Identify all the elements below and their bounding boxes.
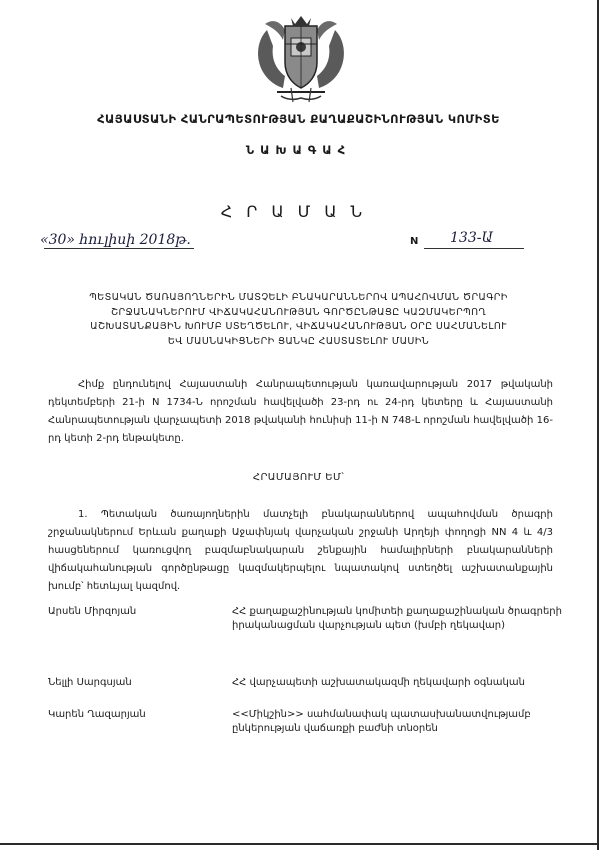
page-edge-bottom xyxy=(0,843,599,845)
member-role: ՀՀ քաղաքաշինության կոմիտեի քաղաքաշինական ծրագրերի իրականացման վարչության պետ (խմբի ղեկավար) xyxy=(232,606,562,631)
coat-of-arms-emblem xyxy=(247,10,355,106)
member-name: Արսեն Միրզոյան xyxy=(48,606,137,617)
order-number xyxy=(410,226,530,250)
order-date-underline xyxy=(44,248,194,249)
order-date xyxy=(40,226,220,250)
order-subject-line: ՊԵՏԱԿԱՆ ԾԱՌԱՅՈՂՆԵՐԻՆ ՄԱՏՉԵԼԻ ԲՆԱԿԱՐԱՆՆԵՐՈՎ ԱՊԱՀՈՎՄԱՆ ԾՐԱԳՐԻ xyxy=(89,292,508,303)
order-subject-line: ԱՇԽԱՏԱՆՔԱՅԻՆ ԽՈՒՄԲ ՍՏԵՂԾԵԼՈՒ, ՎԻՃԱԿԱՀԱՆՈՒԹՅԱՆ ՕՐԸ ՍԱՀՄԱՆԵԼՈՒ xyxy=(90,321,507,332)
order-subject-line: ԵՎ ՄԱՍՆԱԿԻՑՆԵՐԻ ՑԱՆԿԸ ՀԱՍՏԱՏԵԼՈՒ ՄԱՍԻՆ xyxy=(167,335,430,347)
order-directive-heading: ՀՐԱՄԱՅՈՒՄ ԵՄ՝ xyxy=(252,472,345,483)
member-role: <<Միկշին>> սահմանափակ պատասխանատվությամբ ընկերության վաճառքի բաժնի տնօրեն xyxy=(232,709,531,734)
member-role: ՀՀ վարչապետի աշխատակազմի ղեկավարի օգնական xyxy=(232,677,525,688)
order-date-value: «30» հուլիսի 2018թ. xyxy=(40,232,191,248)
order-subject-line: ՇՐՋԱՆԱԿՆԵՐՈՒՄ ՎԻՃԱԿԱՀԱՆՈՒԹՅԱՆ ԳՈՐԾԸՆԹԱՑԸ ԿԱԶՄԱԿԵՐՊՈՂ xyxy=(110,306,487,318)
member-name: Կարեն Ղազարյան xyxy=(48,709,146,720)
order-number-label: N xyxy=(410,236,419,247)
order-number-underline xyxy=(424,248,524,249)
member-name: Նելլի Սարգսյան xyxy=(48,677,132,688)
chairman-heading: ՆԱԽԱԳԱՀ xyxy=(245,143,352,157)
preamble-paragraph: Հիմք ընդունելով Հայաստանի Հանրապետության կառավարության 2017 թվականի դեկտեմբերի 21-ի N 1734-Ն որոշման հավելվածի 23-րդ ու 24-րդ կետերը և Հայաստանի Հանրապետության վարչապետի 2018 թվականի հունիսի 11-ի N 748-Լ որոշման հավելվածի 16-րդ կետի 2-րդ ենթակետը. xyxy=(48,379,553,444)
order-number-value: 133-Ա xyxy=(450,230,493,246)
point-1-paragraph: 1. Պետական ծառայողներին մատչելի բնակարաններով ապահովման ծրագրի շրջանակներում Երևան քաղաքի Աջափնյակ վարչական շրջանի Արղեյի փողոցի NN 4 և 4/3 հասցեներում կառուցվող բազմաբնակարան շենքային համալիրների բնակարանների վիճակահանության գործընթացը կազմակերպելու նպատակով ստեղծել աշխատանքային խումբ՝ հետևյալ կազմով. xyxy=(48,509,553,592)
page-edge-right xyxy=(597,0,599,850)
committee-heading: ՀԱՅԱՍՏԱՆԻ ՀԱՆՐԱՊԵՏՈՒԹՅԱՆ ՔԱՂԱՔԱՇԻՆՈՒԹՅԱՆ ԿՈՄԻՏԵ xyxy=(97,112,500,126)
order-title: ՀՐԱՄԱՆ xyxy=(220,202,377,221)
order-subject xyxy=(0,291,597,349)
